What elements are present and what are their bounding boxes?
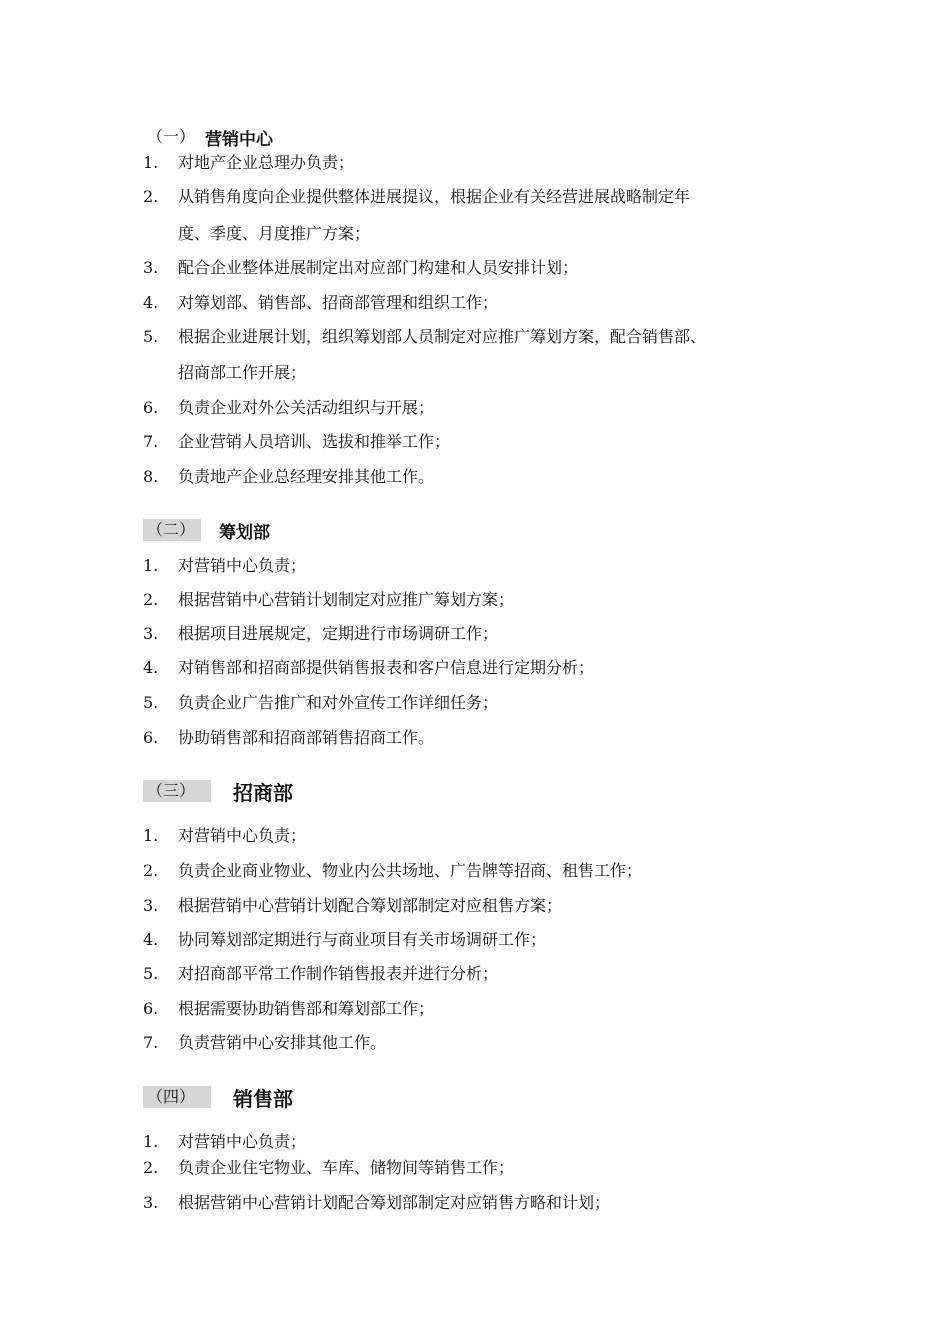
- item-text: 负责地产企业总经理安排其他工作。: [178, 467, 435, 486]
- item-text: 根据营销中心营销计划配合筹划部制定对应销售方略和计划；: [178, 1193, 611, 1212]
- item-number: 3.: [143, 896, 159, 915]
- list-item: [143, 825, 843, 847]
- item-number: 6.: [143, 728, 159, 747]
- list-item: [143, 1157, 843, 1179]
- item-number: 1.: [143, 826, 159, 845]
- item-number: 8.: [143, 467, 159, 486]
- item-number: 5.: [143, 964, 159, 983]
- item-number: 6.: [143, 398, 159, 417]
- item-text: 负责营销中心安排其他工作。: [178, 1033, 387, 1052]
- list-item: [143, 186, 843, 208]
- item-text: 根据营销中心营销计划配合筹划部制定对应租售方案；: [178, 896, 563, 915]
- item-text: 根据需要协助销售部和筹划部工作；: [178, 999, 435, 1018]
- item-number: 1.: [143, 153, 159, 172]
- list-item: [143, 431, 843, 453]
- list-item: [143, 397, 843, 419]
- list-item: [143, 1131, 843, 1153]
- section-title: 销售部: [233, 1086, 293, 1111]
- list-item: [143, 555, 843, 577]
- item-number: 7.: [143, 1033, 159, 1052]
- item-text: 对营销中心负责；: [178, 1132, 307, 1151]
- section-number: （二）: [143, 519, 201, 541]
- item-number: 1.: [143, 556, 159, 575]
- section-title: 招商部: [233, 780, 293, 805]
- section-title: 筹划部: [219, 522, 270, 543]
- item-text-continuation: 度、季度、月度推广方案；: [178, 224, 371, 243]
- item-number: 4.: [143, 293, 159, 312]
- item-text: 负责企业商业物业、物业内公共场地、广告牌等招商、租售工作；: [178, 861, 643, 880]
- item-text: 对营销中心负责；: [178, 826, 307, 845]
- item-text: 负责企业广告推广和对外宣传工作详细任务；: [178, 693, 499, 712]
- list-item: [143, 692, 843, 714]
- section-heading-4: [143, 1085, 293, 1109]
- list-item: [143, 963, 843, 985]
- list-item: [143, 1032, 843, 1054]
- list-item: [143, 152, 843, 174]
- item-number: 4.: [143, 930, 159, 949]
- list-item: [143, 326, 843, 348]
- item-text: 配合企业整体进展制定出对应部门构建和人员安排计划；: [178, 258, 579, 277]
- list-item: [143, 292, 843, 314]
- item-number: 5.: [143, 327, 159, 346]
- list-item: [143, 895, 843, 917]
- item-text: 对招商部平常工作制作销售报表并进行分析；: [178, 964, 499, 983]
- item-number: 7.: [143, 432, 159, 451]
- item-text: 负责企业对外公关活动组织与开展；: [178, 398, 435, 417]
- list-item: [143, 1192, 843, 1214]
- item-text: 企业营销人员培训、选拔和推举工作；: [178, 432, 451, 451]
- section-title: 营销中心: [205, 129, 274, 150]
- item-text: 对地产企业总理办负责；: [178, 153, 355, 172]
- item-number: 3.: [143, 624, 159, 643]
- item-number: 2.: [143, 861, 159, 880]
- section-heading-1: [143, 125, 273, 149]
- list-item: [143, 860, 843, 882]
- list-item: [143, 929, 843, 951]
- list-item: [143, 589, 843, 611]
- item-number: 6.: [143, 999, 159, 1018]
- item-number: 4.: [143, 658, 159, 677]
- list-item: [143, 998, 843, 1020]
- item-text-continuation: 招商部工作开展；: [178, 363, 307, 382]
- item-number: 1.: [143, 1132, 159, 1151]
- list-item: [143, 466, 843, 488]
- item-text: 根据营销中心营销计划制定对应推广筹划方案；: [178, 590, 515, 609]
- item-number: 3.: [143, 258, 159, 277]
- item-text: 根据企业进展计划，组织筹划部人员制定对应推广筹划方案，配合销售部、: [178, 327, 707, 346]
- item-number: 3.: [143, 1193, 159, 1212]
- list-item: [143, 257, 843, 279]
- item-number: 2.: [143, 187, 159, 206]
- item-text: 对营销中心负责；: [178, 556, 307, 575]
- item-text: 对筹划部、销售部、招商部管理和组织工作；: [178, 293, 499, 312]
- item-text: 根据项目进展规定，定期进行市场调研工作；: [178, 624, 499, 643]
- section-heading-2: [143, 518, 270, 542]
- section-number: （一）: [147, 127, 196, 146]
- list-item: [143, 657, 843, 679]
- item-text: 负责企业住宅物业、车库、储物间等销售工作；: [178, 1158, 515, 1177]
- item-number: 2.: [143, 1158, 159, 1177]
- item-text: 从销售角度向企业提供整体进展提议，根据企业有关经营进展战略制定年: [178, 187, 691, 206]
- item-text: 协同筹划部定期进行与商业项目有关市场调研工作；: [178, 930, 547, 949]
- item-text: 对销售部和招商部提供销售报表和客户信息进行定期分析；: [178, 658, 595, 677]
- section-number: （四）: [143, 1086, 211, 1108]
- list-item: [143, 727, 843, 749]
- section-heading-3: [143, 779, 293, 803]
- section-number: （三）: [143, 780, 211, 802]
- list-item: [143, 623, 843, 645]
- item-text: 协助销售部和招商部销售招商工作。: [178, 728, 435, 747]
- item-number: 5.: [143, 693, 159, 712]
- item-number: 2.: [143, 590, 159, 609]
